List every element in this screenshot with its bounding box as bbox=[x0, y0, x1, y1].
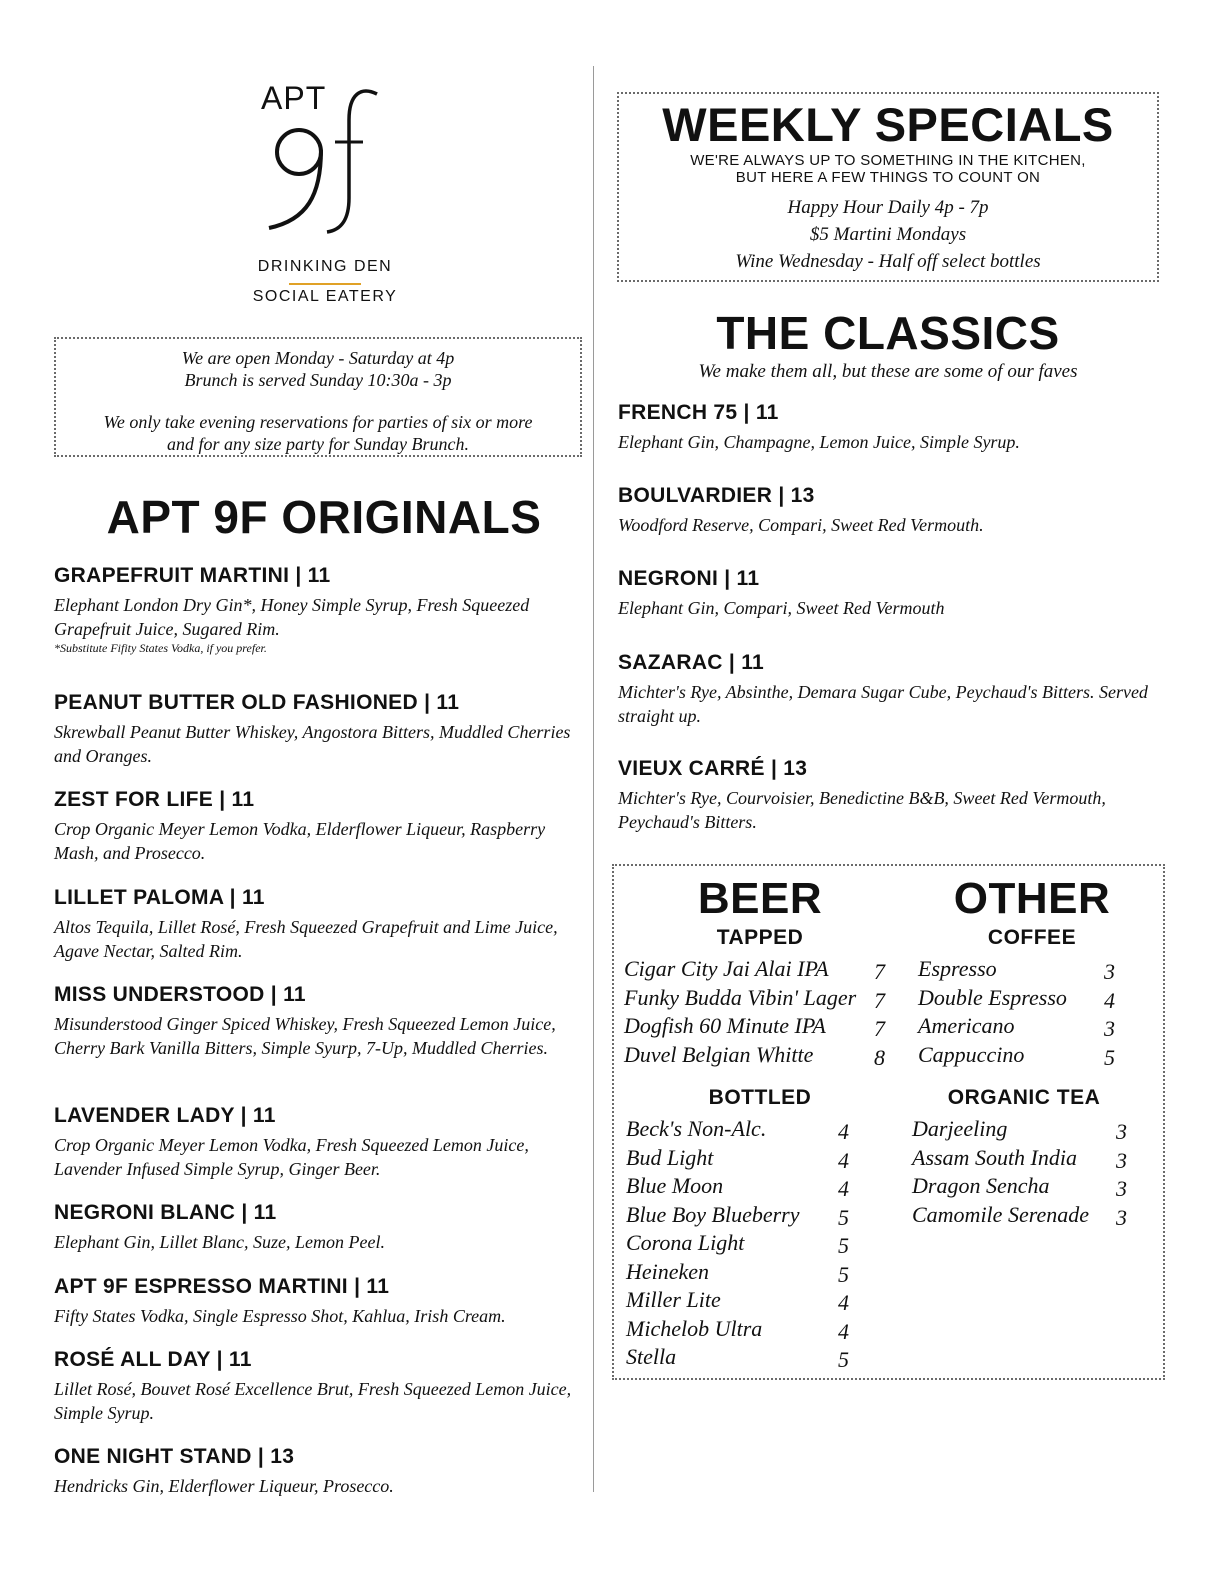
item-name: Miller Lite bbox=[626, 1287, 721, 1312]
item-name: Blue Moon bbox=[626, 1173, 724, 1198]
drink-item bbox=[54, 1274, 594, 1328]
item-price: 5 bbox=[838, 1347, 849, 1372]
list-item bbox=[912, 1145, 1142, 1174]
drink-name: BOULVARDIER | 13 bbox=[618, 484, 815, 507]
item-price: 4 bbox=[838, 1119, 849, 1144]
item-price: 3 bbox=[1104, 1016, 1115, 1041]
item-price: 3 bbox=[1116, 1119, 1127, 1144]
special-item: $5 Martini Mondays bbox=[809, 224, 967, 245]
logo-apt-text: APT bbox=[261, 80, 327, 116]
drink-name: LILLET PALOMA | 11 bbox=[54, 886, 265, 909]
special-item: Wine Wednesday - Half off select bottles bbox=[735, 251, 1041, 272]
list-item bbox=[912, 1202, 1142, 1231]
logo bbox=[225, 70, 425, 310]
reservations-line-1: We only take evening reservations for parties of six or more bbox=[103, 412, 533, 432]
drink-item bbox=[618, 756, 1158, 834]
item-name: Funky Budda Vibin' Lager bbox=[624, 984, 857, 1010]
drink-item bbox=[618, 566, 1158, 620]
drink-item bbox=[54, 1444, 594, 1498]
list-item bbox=[624, 1042, 894, 1071]
drink-desc: Michter's Rye, Courvoisier, Benedictine B&B, Sweet Red Vermouth, Peychaud's Bitters. bbox=[618, 788, 1106, 832]
list-item bbox=[624, 985, 894, 1014]
list-item bbox=[626, 1173, 866, 1202]
drink-item bbox=[618, 650, 1158, 728]
drink-name: PEANUT BUTTER OLD FASHIONED | 11 bbox=[54, 691, 460, 714]
drink-item bbox=[618, 483, 1158, 537]
list-item bbox=[626, 1230, 866, 1259]
item-name: Assam South India bbox=[912, 1144, 1077, 1170]
item-price: 3 bbox=[1116, 1147, 1127, 1173]
list-item bbox=[918, 956, 1138, 985]
item-name: Michelob Ultra bbox=[626, 1315, 763, 1341]
list-item bbox=[626, 1202, 866, 1231]
drink-item bbox=[618, 400, 1158, 454]
drink-name: SAZARAC | 11 bbox=[618, 651, 765, 674]
drink-item bbox=[54, 885, 594, 963]
drink-desc: Lillet Rosé, Bouvet Rosé Excellence Brut, Fresh Squeezed Lemon Juice, Simple Syrup. bbox=[54, 1379, 572, 1423]
other-title: OTHER bbox=[953, 874, 1111, 923]
item-price: 4 bbox=[838, 1176, 849, 1201]
organic-tea-label: ORGANIC TEA bbox=[947, 1086, 1101, 1109]
special-item: Happy Hour Daily 4p - 7p bbox=[787, 197, 989, 218]
tagline-rule bbox=[289, 283, 361, 285]
item-name: Corona Light bbox=[626, 1230, 745, 1255]
item-name: Cigar City Jai Alai IPA bbox=[624, 956, 829, 981]
list-item bbox=[624, 956, 894, 985]
specials-subtitle-line-2: BUT HERE A FEW THINGS TO COUNT ON bbox=[735, 169, 1041, 186]
list-item bbox=[626, 1145, 866, 1174]
drink-desc: Misunderstood Ginger Spiced Whiskey, Fresh Squeezed Lemon Juice, Cherry Bark Vanilla Bitters, Simple Syurp, 7-Up, Muddled Cherries. bbox=[54, 1014, 556, 1058]
item-name: Beck's Non-Alc. bbox=[626, 1116, 767, 1141]
drink-item bbox=[54, 1103, 594, 1181]
item-price: 3 bbox=[1104, 959, 1115, 984]
specials-subtitle bbox=[619, 152, 1157, 186]
drink-desc: Woodford Reserve, Compari, Sweet Red Vermouth. bbox=[618, 515, 984, 535]
tapped-list bbox=[624, 956, 894, 1070]
drink-desc: Skrewball Peanut Butter Whiskey, Angostora Bitters, Muddled Cherries and Oranges. bbox=[54, 722, 571, 766]
specials-list bbox=[619, 194, 1157, 275]
list-item bbox=[918, 1042, 1138, 1071]
list-item bbox=[912, 1116, 1142, 1145]
item-name: Bud Light bbox=[626, 1144, 714, 1170]
drink-item bbox=[54, 690, 594, 768]
item-name: Americano bbox=[918, 1013, 1015, 1038]
item-price: 4 bbox=[838, 1290, 849, 1315]
list-item bbox=[918, 1013, 1138, 1042]
drink-desc: Michter's Rye, Absinthe, Demara Sugar Cube, Peychaud's Bitters. Served straight up. bbox=[618, 682, 1148, 726]
item-price: 7 bbox=[874, 959, 885, 984]
tapped-label: TAPPED bbox=[716, 926, 804, 949]
coffee-list bbox=[918, 956, 1138, 1070]
item-price: 5 bbox=[838, 1204, 849, 1230]
drink-item bbox=[54, 982, 594, 1060]
drink-note: *Substitute Fifity States Vodka, if you prefer. bbox=[54, 641, 267, 655]
drink-item bbox=[54, 1200, 594, 1254]
drink-name: ONE NIGHT STAND | 13 bbox=[54, 1445, 295, 1468]
drink-name: MISS UNDERSTOOD | 11 bbox=[54, 983, 306, 1006]
item-price: 4 bbox=[838, 1147, 849, 1173]
drink-name: APT 9F ESPRESSO MARTINI | 11 bbox=[54, 1275, 390, 1298]
drink-desc: Elephant Gin, Champagne, Lemon Juice, Simple Syrup. bbox=[618, 432, 1020, 452]
item-name: Double Espresso bbox=[918, 984, 1067, 1010]
drink-desc: Elephant Gin, Compari, Sweet Red Vermouth bbox=[618, 598, 945, 618]
item-price: 3 bbox=[1116, 1204, 1127, 1230]
item-name: Camomile Serenade bbox=[912, 1201, 1089, 1227]
item-price: 7 bbox=[874, 1016, 885, 1041]
drink-name: ZEST FOR LIFE | 11 bbox=[54, 788, 255, 811]
specials-subtitle-line-1: WE'RE ALWAYS UP TO SOMETHING IN THE KITCHEN, bbox=[690, 152, 1086, 169]
list-item bbox=[912, 1173, 1142, 1202]
reservations-line-2: and for any size party for Sunday Brunch. bbox=[167, 434, 469, 454]
item-name: Espresso bbox=[918, 956, 997, 981]
info-box bbox=[54, 337, 582, 457]
item-name: Stella bbox=[626, 1344, 677, 1369]
item-price: 5 bbox=[838, 1233, 849, 1258]
item-name: Cappuccino bbox=[918, 1041, 1025, 1067]
drink-item bbox=[54, 563, 594, 655]
item-price: 7 bbox=[874, 987, 885, 1013]
beer-other-box bbox=[612, 864, 1165, 1380]
list-item bbox=[626, 1116, 866, 1145]
drink-name: VIEUX CARRÉ | 13 bbox=[618, 757, 808, 780]
hours-line-1: We are open Monday - Saturday at 4p bbox=[181, 348, 455, 368]
list-item bbox=[626, 1316, 866, 1345]
list-item bbox=[626, 1287, 866, 1316]
drink-desc: Elephant Gin, Lillet Blanc, Suze, Lemon Peel. bbox=[54, 1232, 385, 1252]
item-name: Duvel Belgian Whitte bbox=[624, 1041, 814, 1067]
drink-desc: Altos Tequila, Lillet Rosé, Fresh Squeezed Grapefruit and Lime Juice, Agave Nectar, Salted Rim. bbox=[54, 917, 558, 961]
list-item bbox=[626, 1344, 866, 1373]
weekly-specials-box bbox=[617, 92, 1159, 282]
item-price: 4 bbox=[838, 1318, 849, 1344]
classics-title: THE CLASSICS bbox=[716, 307, 1060, 359]
item-name: Heineken bbox=[626, 1258, 710, 1284]
list-item bbox=[918, 985, 1138, 1014]
hours-line-2: Brunch is served Sunday 10:30a - 3p bbox=[184, 370, 452, 390]
drink-name: FRENCH 75 | 11 bbox=[618, 401, 779, 424]
item-price: 8 bbox=[874, 1044, 885, 1070]
specials-title: WEEKLY SPECIALS bbox=[662, 98, 1114, 151]
item-name: Darjeeling bbox=[912, 1116, 1008, 1141]
drink-name: LAVENDER LADY | 11 bbox=[54, 1104, 276, 1127]
beer-title: BEER bbox=[697, 874, 823, 923]
originals-title: APT 9F ORIGINALS bbox=[106, 491, 542, 543]
tea-list bbox=[912, 1116, 1142, 1230]
item-name: Dragon Sencha bbox=[912, 1173, 1050, 1198]
item-price: 5 bbox=[838, 1261, 849, 1287]
item-price: 5 bbox=[1104, 1044, 1115, 1070]
drink-item bbox=[54, 1347, 594, 1425]
list-item bbox=[624, 1013, 894, 1042]
drink-item bbox=[54, 787, 594, 865]
classics-subtitle: We make them all, but these are some of our faves bbox=[698, 361, 1078, 382]
list-item bbox=[626, 1259, 866, 1288]
drink-desc: Crop Organic Meyer Lemon Vodka, Elderflower Liqueur, Raspberry Mash, and Prosecco. bbox=[54, 819, 546, 863]
coffee-label: COFFEE bbox=[987, 926, 1077, 949]
drink-desc: Crop Organic Meyer Lemon Vodka, Fresh Squeezed Lemon Juice, Lavender Infused Simple Syrup, Ginger Beer. bbox=[54, 1135, 529, 1179]
item-price: 4 bbox=[1104, 987, 1115, 1013]
drink-desc: Elephant London Dry Gin*, Honey Simple Syrup, Fresh Squeezed Grapefruit Juice, Sugared Rim. bbox=[54, 595, 530, 639]
bottled-label: BOTTLED bbox=[708, 1086, 812, 1109]
tagline-bottom: SOCIAL EATERY bbox=[252, 288, 398, 305]
bottled-list bbox=[626, 1116, 866, 1373]
drink-name: NEGRONI | 11 bbox=[618, 567, 760, 590]
item-name: Blue Boy Blueberry bbox=[626, 1201, 800, 1227]
drink-name: ROSÉ ALL DAY | 11 bbox=[54, 1348, 252, 1371]
drink-desc: Fifty States Vodka, Single Espresso Shot, Kahlua, Irish Cream. bbox=[54, 1306, 506, 1326]
drink-name: NEGRONI BLANC | 11 bbox=[54, 1201, 277, 1224]
drink-name: GRAPEFRUIT MARTINI | 11 bbox=[54, 564, 331, 587]
item-name: Dogfish 60 Minute IPA bbox=[624, 1013, 826, 1038]
item-price: 3 bbox=[1116, 1176, 1127, 1201]
tagline-top: DRINKING DEN bbox=[257, 258, 393, 275]
drink-desc: Hendricks Gin, Elderflower Liqueur, Prosecco. bbox=[54, 1476, 394, 1496]
